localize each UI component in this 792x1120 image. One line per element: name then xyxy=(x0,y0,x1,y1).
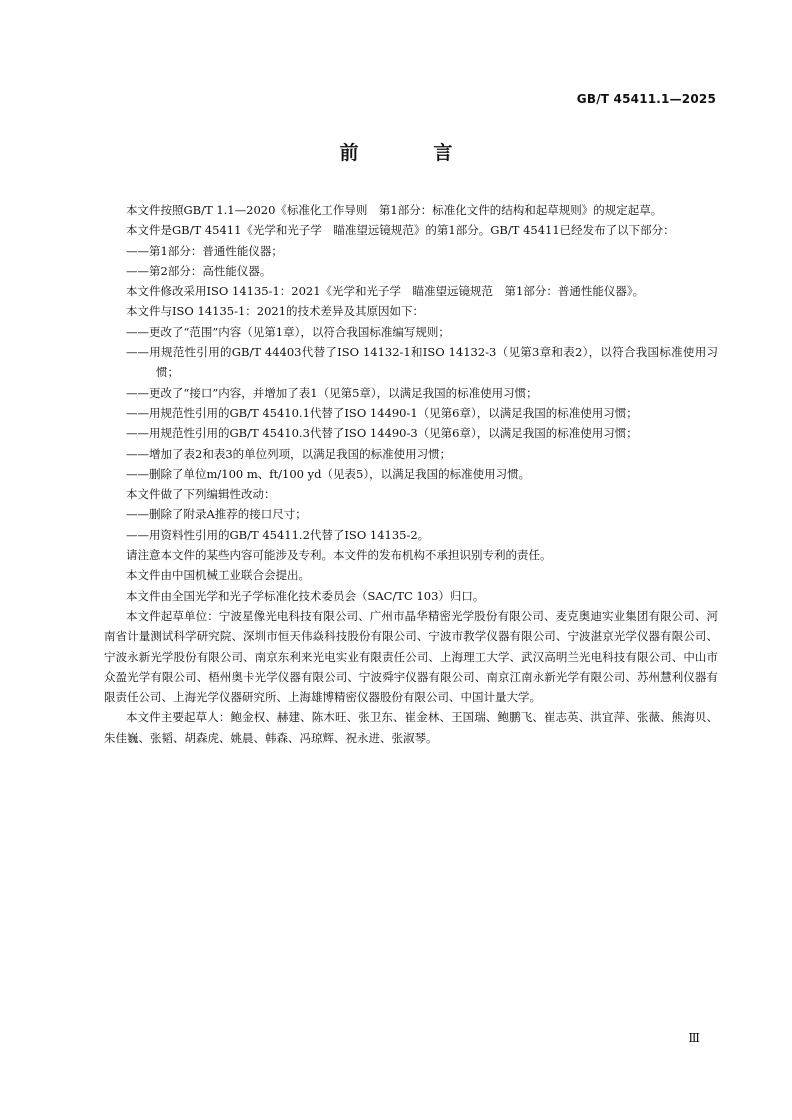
page-number: Ⅲ xyxy=(688,1031,700,1045)
paragraph: 本文件起草单位：宁波星像光电科技有限公司、广州市晶华精密光学股份有限公司、麦克奥迪实业集团有限公司、河南省计量测试科学研究院、深圳市恒天伟焱科技股份有限公司、宁波市教学仪器有限公司、宁波湛京光学仪器有限公司、宁波永新光学股份有限公司、南京东利来光电实业有限责任公司、上海理工大学、武汉高明兰光电科技有限公司、中山市众盈光学有限公司、梧州奥卡光学仪器有限公司、宁波舜宇仪器有限公司、南京江南永新光学有限公司、苏州慧利仪器有限责任公司、上海光学仪器研究所、上海雄博精密仪器股份有限公司、中国计量大学。 xyxy=(104,608,718,705)
paragraph: 本文件做了下列编辑性改动： xyxy=(126,487,276,502)
foreword-body xyxy=(104,200,718,748)
list-item: ——用规范性引用的GB/T 45410.1代替了ISO 14490-1（见第6章），以满足我国的标准使用习惯； xyxy=(126,405,638,420)
list-item: ——用资料性引用的GB/T 45411.2代替了ISO 14135-2。 xyxy=(126,527,430,542)
list-item: ——第1部分：普通性能仪器； xyxy=(126,243,283,258)
list-item: ——用规范性引用的GB/T 44403代替了ISO 14132-1和ISO 14132-3（见第3章和表2），以符合我国标准使用习惯； xyxy=(126,345,718,380)
list-item: ——更改了“范围”内容（见第1章），以符合我国标准编写规则； xyxy=(126,324,450,339)
page-title: 前 言 xyxy=(339,142,481,164)
list-item: ——用规范性引用的GB/T 45410.3代替了ISO 14490-3（见第6章），以满足我国的标准使用习惯； xyxy=(126,426,638,441)
paragraph: 请注意本文件的某些内容可能涉及专利。本文件的发布机构不承担识别专利的责任。 xyxy=(126,548,552,563)
list-item: ——更改了“接口”内容，并增加了表1（见第5章），以满足我国的标准使用习惯； xyxy=(126,385,538,400)
paragraph: 本文件按照GB/T 1.1—2020《标准化工作导则 第1部分：标准化文件的结构和起草规则》的规定起草。 xyxy=(126,203,663,217)
list-item: ——删除了附录A推荐的接口尺寸； xyxy=(126,507,307,522)
paragraph: 本文件由全国光学和光子学标准化技术委员会（SAC/TC 103）归口。 xyxy=(126,588,485,603)
list-item: ——增加了表2和表3的单位列项，以满足我国的标准使用习惯； xyxy=(126,446,452,461)
list-item: ——第2部分：高性能仪器。 xyxy=(126,263,272,278)
paragraph: 本文件修改采用ISO 14135-1：2021《光学和光子学 瞄准望远镜规范 第1部分：普通性能仪器》。 xyxy=(126,284,645,299)
paragraph: 本文件主要起草人：鲍金权、赫建、陈木旺、张卫东、崔金林、王国瑞、鲍鹏飞、崔志英、洪宜萍、张薇、熊海贝、朱佳巍、张韬、胡森虎、姚晨、韩森、冯琼辉、祝永进、张淑琴。 xyxy=(104,710,718,745)
paragraph: 本文件与ISO 14135-1：2021的技术差异及其原因如下： xyxy=(126,304,425,319)
list-item: ——删除了单位m/100 m、ft/100 yd（见表5），以满足我国的标准使用习惯。 xyxy=(126,466,531,481)
paragraph: 本文件是GB/T 45411《光学和光子学 瞄准望远镜规范》的第1部分。GB/T 45411已经发布了以下部分： xyxy=(126,223,675,238)
document-code: GB/T 45411.1—2025 xyxy=(576,92,716,106)
paragraph: 本文件由中国机械工业联合会提出。 xyxy=(126,568,310,583)
